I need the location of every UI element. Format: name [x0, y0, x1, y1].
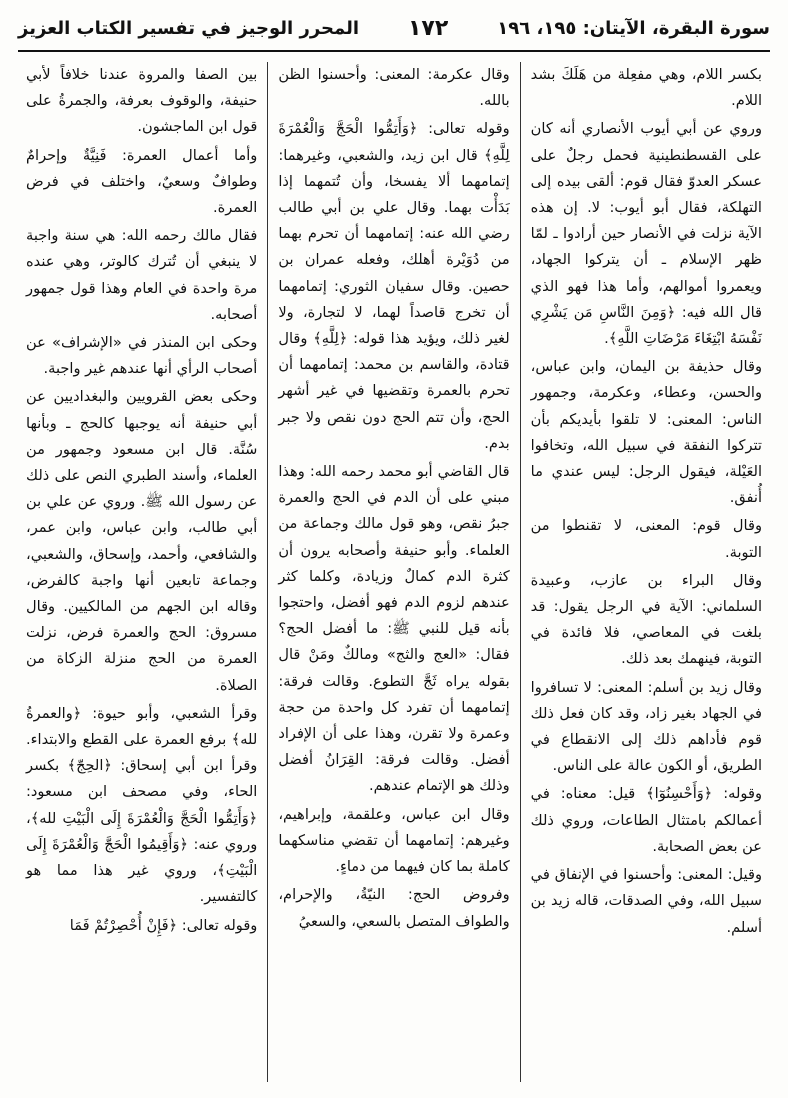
- paragraph: وقال البراء بن عازب، وعبيدة السلماني: الآية في الرجل يقول: قد بلغت في المعاصي، فلا فائدة في التوبة، فينهمك بعد ذلك.: [530, 571, 762, 668]
- paragraph: بين الصفا والمروة عندنا خلافاً لأبي حنيفة، والوقوف بعرفة، والجمرةُ على قول ابن الماجشون.: [26, 66, 258, 136]
- right-column: [521, 62, 772, 1082]
- left-column: [16, 62, 267, 1082]
- paragraph: وقال عكرمة: المعنى: وأحسنوا الظن بالله.: [278, 66, 510, 110]
- paragraph: وقوله تعالى: ﴿فَإِنْ أُحْصِرْتُمْ فَمَا: [69, 916, 258, 934]
- paragraph: وحكى بعض القرويين والبغداديين عن أبي حنيفة أنه يوجبها كالحج ـ وبأنها سُنَّة. قال ابن مسعود وجمهور من العلماء، وأسند الطبري النص على ذلك عن رسول الله ﷺ. وروي عن علي بن أبي طالب، وابن عباس، وابن عمر، والشافعي، وأحمد، وإسحاق، والشعبي، وجماعة تابعين أنها واجبة كالفرض، وقاله ابن الجهم من المالكيين. وقال مسروق: الحج والعمرة فرض، نزلت العمرة من الحج منزلة الزكاة من الصلاة.: [26, 388, 258, 694]
- paragraph: وقوله تعالى: ﴿وَأَتِمُّوا الْحَجَّ وَالْعُمْرَةَ لِلَّهِ﴾ قال ابن زيد، والشعبي، وغيرهما: إتمامهما ألا يفسخا، وأن تُتمهما إذا بَدَأْت بهما. وقال علي بن أبي طالب رضي الله عنه: إتمامهما أن تحرم بهما من دُوَيْرة أهلك، وفعله عمران بن حصين. وقال سفيان الثوري: إتمامهما أن تخرج قاصداً لهما، لا لتجارة، ولا لغير ذلك، ويؤيد هذا قوله: ﴿لِلَّهِ﴾ وقال قتادة، والقاسم بن محمد: إتمامهما أن تحرم بالعمرة وتقضيها في غير أشهر الحج، وأن تتم الحج دون نقص ولا جبر بدم.: [278, 120, 510, 452]
- page-header: [18, 6, 770, 52]
- paragraph: وقال حذيفة بن اليمان، وابن عباس، والحسن، وعطاء، وعكرمة، وجمهور الناس: المعنى: لا تلقوا بأيديكم بأن تتركوا النفقة في سبيل الله، وتخافوا العَيْلة، فيقول الرجل: ليس عندي ما أُنفق.: [530, 358, 762, 507]
- paragraph: وقال قوم: المعنى، لا تقنطوا من التوبة.: [530, 517, 762, 561]
- paragraph: وقال ابن عباس، وعلقمة، وإبراهيم، وغيرهم: إتمامهما أن تقضي مناسكهما كاملة بما كان فيهما من دماءٍ.: [278, 805, 510, 876]
- paragraph: وروي عن أبي أيوب الأنصاري أنه كان على القسطنطينية فحمل رجلٌ على عسكر العدوّ فقال قوم: ألقى بيده إلى التهلكة، فقال أبو أيوب: لا. إن هذه الآية نزلت في الأنصار حين أرادوا ـ لمّا ظهر الإسلام ـ أن يتركوا الجهاد، ويعمروا أموالهم، وأما هذا فهو الذي قال الله فيه: ﴿وَمِنَ النَّاسِ مَن يَشْرِي نَفْسَهُ ابْتِغَاءَ مَرْضَاتِ اللَّهِ﴾.: [530, 120, 762, 348]
- page-number: ١٧٢: [408, 15, 449, 41]
- text-columns: [16, 62, 772, 1082]
- paragraph: وقال زيد بن أسلم: المعنى: لا تسافروا في الجهاد بغير زاد، وقد كان فعل ذلك قوم فأداهم ذلك إلى الانقطاع في الطريق، أو الكون عالة على الناس.: [530, 678, 762, 775]
- paragraph: بكسر اللام، وهي مفعِلة من هَلَكَ بشد اللام.: [530, 66, 762, 110]
- paragraph: وقيل: المعنى: وأحسنوا في الإنفاق في سبيل الله، وفي الصدقات، قاله زيد بن أسلم.: [530, 866, 762, 936]
- surah-reference: سورة البقرة، الآيتان: ١٩٥، ١٩٦: [497, 17, 770, 39]
- book-title: المحرر الوجيز في تفسير الكتاب العزيز: [18, 17, 360, 39]
- paragraph: وقرأ الشعبي، وأبو حيوة: ﴿والعمرةُ لله﴾ برفع العمرة على القطع والابتداء. وقرأ ابن أبي إسحاق: ﴿الحِجّ﴾ بكسر الحاء، وفي مصحف ابن مسعود: ﴿وَأَتِمُّوا الْحَجَّ وَالْعُمْرَةَ إِلَى الْبَيْتِ لله﴾، وروي عنه: ﴿وَأَقِيمُوا الْحَجَّ وَالْعُمْرَةَ إِلَى الْبَيْتِ﴾، وروي غير هذا مما هو كالتفسير.: [26, 704, 258, 906]
- paragraph: وفروض الحج: النيّةُ، والإحرام، والطواف المتصل بالسعي، والسعيُ: [278, 886, 510, 930]
- paragraph: وحكى ابن المنذر في «الإشراف» عن أصحاب الرأي أنها عندهم غير واجبة.: [26, 334, 258, 378]
- paragraph: وقوله: ﴿وَأَحْسِنُوٓا﴾ قيل: معناه: في أعمالكم بامتثال الطاعات، وروي ذلك عن بعض الصحابة.: [530, 785, 762, 855]
- paragraph: قال القاضي أبو محمد رحمه الله: وهذا مبني على أن الدم في الحج والعمرة جبرُ نقص، وهو قول مالك وجماعة من العلماء. وأبو حنيفة وأصحابه يرون أن كثرة الدم كمالٌ وزيادة، وكلما كثر عندهم لزوم الدم فهو أفضل، واحتجوا بأنه قيل للنبي ﷺ: ما أفضل الحج؟ فقال: «العج والثج» ومالكٌ ومَنْ قال بقوله يراه ثَجَّ التطوع. وقالت فرقة: إتمامهما أن تفرد كل واحدة من حجة وعمرة ولا تقرن، وهذا على أن الإفراد أفضل. وقالت فرقة: القِرَانُ أفضل وذلك هو الإتمام عندهم.: [278, 463, 510, 795]
- middle-column: [267, 62, 520, 1082]
- paragraph: وأما أعمال العمرة: فَنِيَّةٌ وإحرامٌ وطوافٌ وسعيٌ، واختلف في فرض العمرة.: [26, 146, 258, 217]
- paragraph: فقال مالك رحمه الله: هي سنة واجبة لا ينبغي أن تُترك كالوتر، وهي عنده مرة واحدة في العام وهذا قول جمهور أصحابه.: [26, 227, 258, 323]
